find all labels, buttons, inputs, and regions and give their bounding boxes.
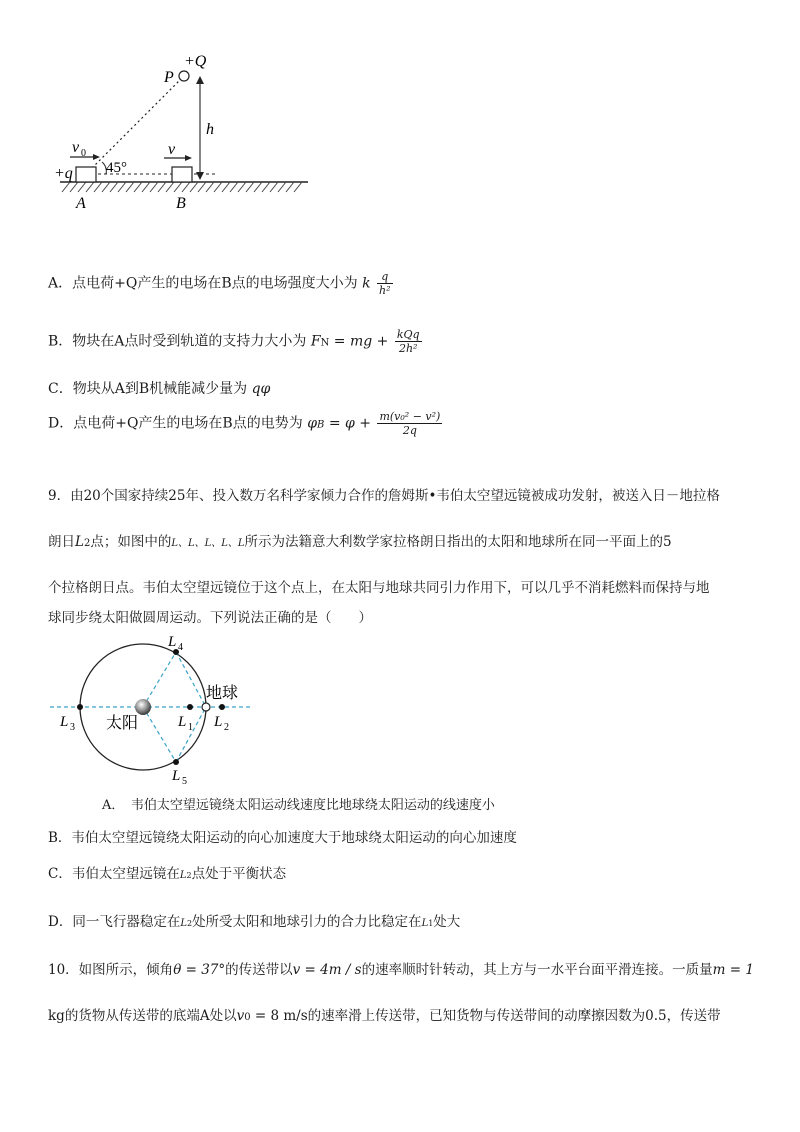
q10-line-1: 10．如图所示，倾角θ = 37°的传送带以v = 4m / s的速率顺时针转动，其上方与一水平台面平滑连接。一质量m = 1 — [48, 962, 754, 978]
label-angle: 45° — [106, 160, 127, 176]
option-8-A-k: k — [362, 275, 371, 292]
option-8-A — [48, 270, 395, 297]
option-8-D-fraction: $\frac{\text{m(v₀² − v²)}}{2q}$ — [379, 410, 441, 437]
q10-line-2: kg的货物从传送带的底端A处以v0 = 8 m/s的速率滑上传送带，已知货物与传送带间的动摩擦因数为0.5，传送带 — [48, 1008, 721, 1024]
earth-icon — [202, 703, 210, 711]
label-v: v — [168, 141, 176, 158]
svg-text:4: 4 — [178, 642, 183, 653]
sun-icon — [135, 699, 151, 715]
label-L4: L — [168, 634, 177, 650]
figure-charge-block — [40, 50, 320, 220]
option-8-D-text: D．点电荷+Q产生的电场在B点的电势为 — [48, 415, 303, 432]
option-8-B-F: F — [310, 333, 321, 350]
option-8-B: B．物块在A点时受到轨道的支持力大小为 FN = mg + $\frac{\text{kQq}}{\text{2h²}}$ — [48, 328, 420, 355]
label-earth: 地球 — [206, 685, 239, 702]
svg-text:5: 5 — [182, 776, 187, 787]
figure-lagrange-points — [40, 630, 280, 790]
q9-line-2: 朗日L2点；如图中的L、L、L、L、L所示为法籍意大利数学家拉格朗日指出的太阳和地球所在同一平面上的5 — [48, 534, 672, 550]
label-A: A — [76, 195, 86, 212]
option-8-B-text: B．物块在A点时受到轨道的支持力大小为 — [48, 333, 307, 350]
svg-text:2: 2 — [224, 722, 229, 733]
label-plus-q: +q — [54, 165, 73, 182]
label-v0: v — [72, 139, 80, 156]
option-8-D-phiB: φ — [307, 415, 317, 432]
label-h: h — [206, 121, 214, 138]
label-sun: 太阳 — [106, 715, 139, 732]
label-L1: L — [178, 714, 187, 730]
option-8-C — [48, 378, 270, 398]
option-9-D: D．同一飞行器稳定在L2处所受太阳和地球引力的合力比稳定在L1处大 — [48, 914, 461, 930]
option-8-D-mid: = φ + — [328, 415, 376, 432]
point-L1 — [187, 704, 193, 710]
label-plus-Q: +Q — [184, 53, 207, 70]
label-B: B — [176, 195, 186, 212]
label-v0-sub: 0 — [81, 148, 86, 159]
option-8-C-formula: qφ — [251, 381, 271, 397]
point-L2 — [219, 704, 225, 710]
option-8-D: D．点电荷+Q产生的电场在B点的电势为 φB = φ + $\frac{\text{m(v₀² − v²)}}{2q}$ — [48, 410, 441, 437]
label-P: P — [164, 69, 174, 86]
q9-line-4: 球同步绕太阳做圆周运动。下列说法正确的是（ ） — [48, 610, 372, 626]
svg-text:1: 1 — [188, 722, 193, 733]
option-8-B-mid: = mg + — [333, 333, 393, 350]
svg-text:3: 3 — [70, 722, 75, 733]
q9-line-3: 个拉格朗日点。韦伯太空望远镜位于这个点上，在太阳与地球共同引力作用下，可以几乎不消耗燃料而保持与地 — [48, 580, 710, 596]
label-L2: L — [214, 714, 223, 730]
option-8-C-text: C．物块从A到B机械能减少量为 — [48, 381, 248, 397]
point-L5 — [173, 759, 179, 765]
label-L5: L — [172, 768, 181, 784]
q9-line-1: 9．由20个国家持续25年、投入数万名科学家倾力合作的詹姆斯•韦伯太空望远镜被成功发射，被送入日－地拉格 — [48, 488, 720, 504]
option-8-A-fraction: $\frac{q}{\text{h²}}$ — [379, 270, 391, 297]
option-9-C: C．韦伯太空望远镜在L2点处于平衡状态 — [48, 866, 287, 882]
option-8-B-fraction: $\frac{\text{kQq}}{\text{2h²}}$ — [396, 328, 420, 355]
option-9-A: A． 韦伯太空望远镜绕太阳运动线速度比地球绕太阳运动的线速度小 — [102, 798, 495, 813]
point-L3 — [77, 704, 83, 710]
option-9-B: B．韦伯太空望远镜绕太阳运动的向心加速度大于地球绕太阳运动的向心加速度 — [48, 830, 517, 846]
label-L3: L — [60, 714, 69, 730]
option-8-A-text: A．点电荷+Q产生的电场在B点的电场强度大小为 — [48, 275, 358, 292]
